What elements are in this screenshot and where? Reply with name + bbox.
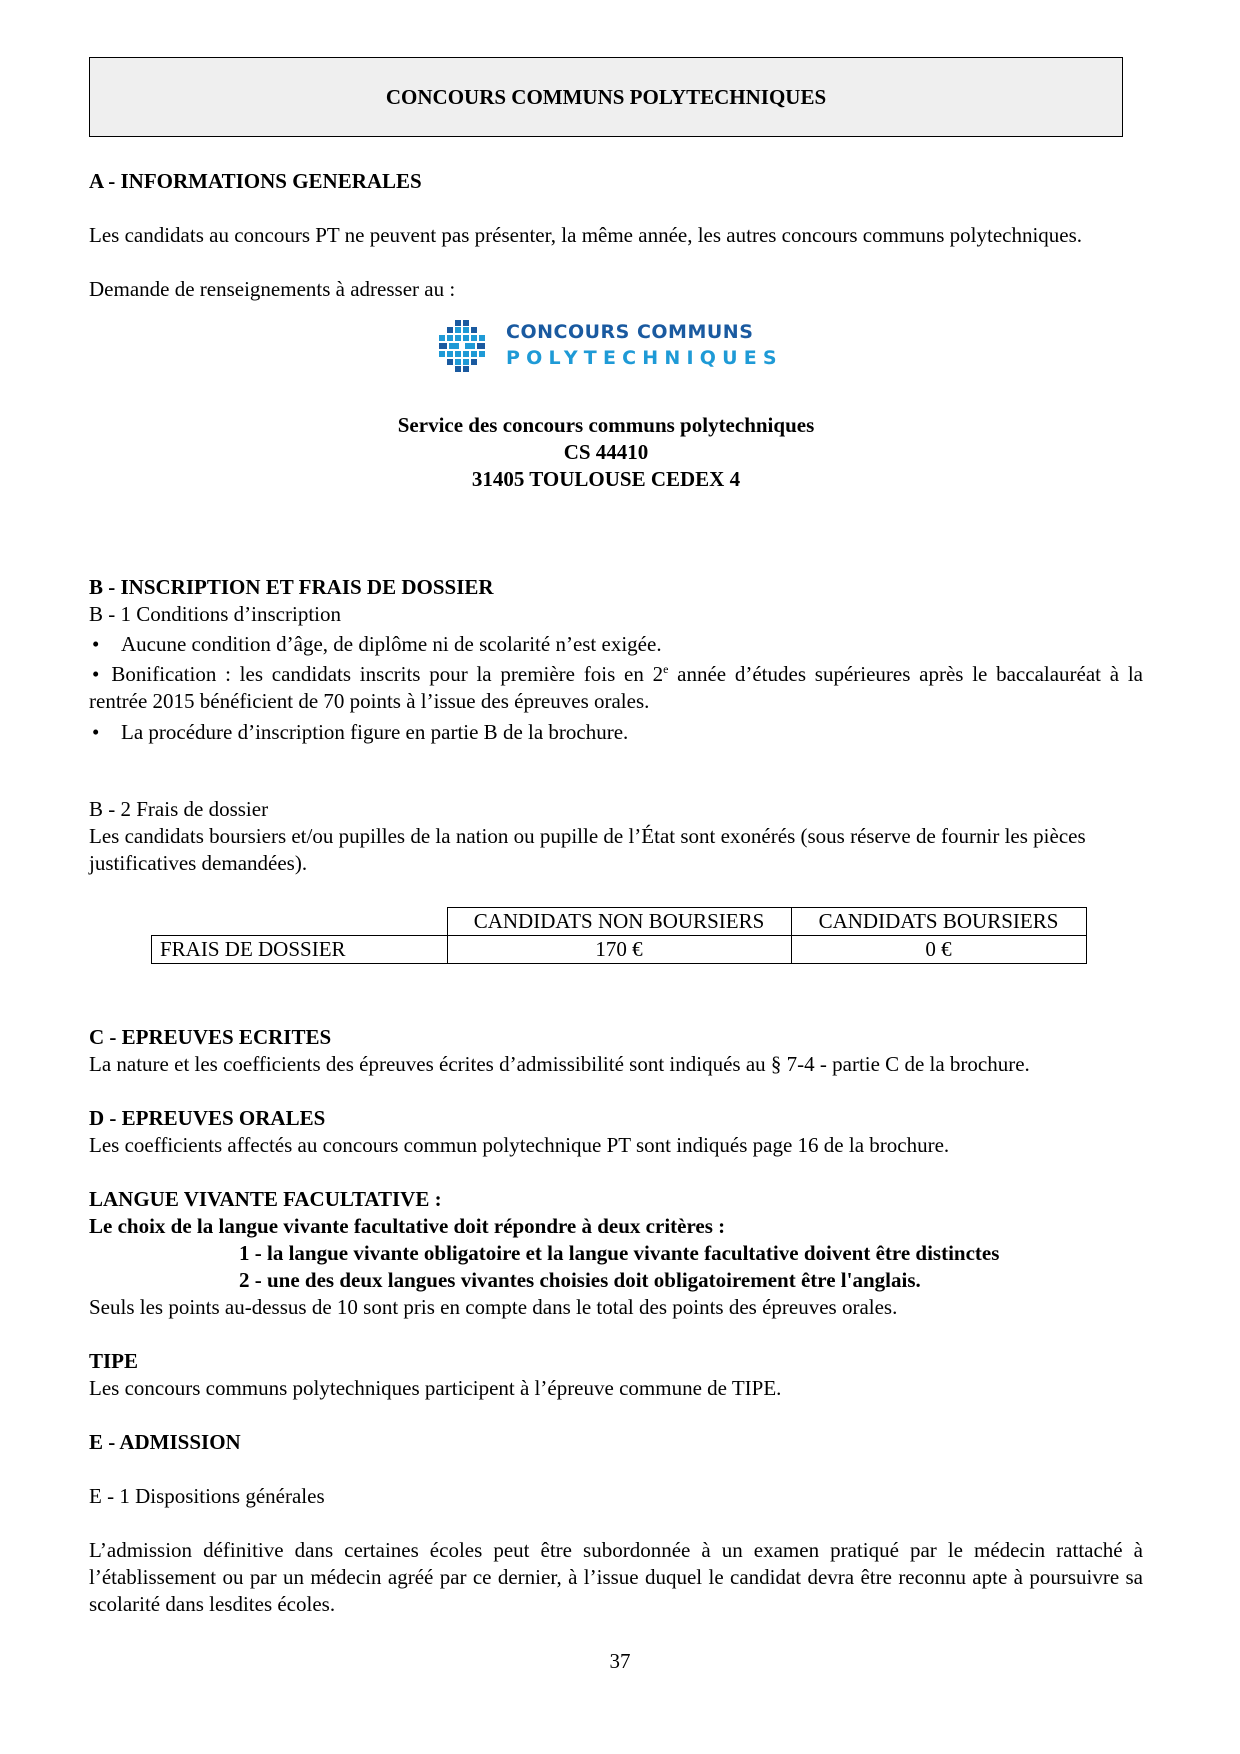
section-e-heading: E - ADMISSION: [89, 1430, 241, 1454]
langue-intro: Le choix de la langue vivante facultative doit répondre à deux critères :: [89, 1214, 726, 1238]
section-b1-subheading: B - 1 Conditions d’inscription: [89, 602, 341, 626]
fees-paragraph: Les candidats boursiers et/ou pupilles de la nation ou pupille de l’État sont exonérés (sous réserve de fournir les pièces justificatives demandées).: [89, 824, 1086, 875]
section-a-paragraph: Les candidats au concours PT ne peuvent pas présenter, la même année, les autres concours communs polytechniques.: [89, 223, 1083, 247]
section-d-text: Les coefficients affectés au concours commun polytechnique PT sont indiqués page 16 de la brochure.: [89, 1133, 950, 1157]
section-a-heading: A - INFORMATIONS GENERALES: [89, 169, 422, 193]
address-line-2: CS 44410: [563, 440, 649, 464]
bullet-icon: •: [92, 632, 100, 656]
bullet-text-end: année d’études supérieures après le baccalauréat à la rentrée 2015 bénéficient de 70 points à l’issue des épreuves orales.: [89, 662, 1143, 713]
globe-grid-icon: [433, 318, 497, 374]
address-line-1: Service des concours communs polytechniques: [397, 413, 815, 437]
address-line-3: 31405 TOULOUSE CEDEX 4: [471, 467, 741, 491]
address-block: [89, 412, 1123, 493]
bullet-text: Aucune condition d’âge, de diplôme ni de scolarité n’est exigée.: [121, 632, 662, 656]
fee-boursiers: 0 €: [791, 936, 1086, 964]
section-b-heading: B - INSCRIPTION ET FRAIS DE DOSSIER: [89, 575, 494, 599]
list-item: [89, 631, 1143, 658]
logo-line-2: POLYTECHNIQUES: [506, 347, 783, 369]
fee-non-boursiers: 170 €: [447, 936, 791, 964]
page-number: 37: [609, 1649, 631, 1673]
section-a-request-text: Demande de renseignements à adresser au :: [89, 277, 456, 301]
section-c-heading: C - EPREUVES ECRITES: [89, 1025, 332, 1049]
section-e1-subheading: E - 1 Dispositions générales: [89, 1484, 325, 1508]
list-item: [89, 719, 1143, 746]
bullet-icon: •: [92, 720, 100, 744]
bullet-text-start: Bonification : les candidats inscrits pour la première fois en 2: [111, 662, 664, 686]
logo-text: [506, 319, 783, 371]
table-header-boursiers: CANDIDATS BOURSIERS: [791, 908, 1086, 936]
langue-criterion-1: 1 - la langue vivante obligatoire et la langue vivante facultative doivent être distinctes: [239, 1241, 1000, 1265]
section-b2-subheading: B - 2 Frais de dossier: [89, 797, 269, 821]
section-c-text: La nature et les coefficients des épreuves écrites d’admissibilité sont indiqués au § 7-4 - partie C de la brochure.: [89, 1052, 1030, 1076]
list-item: [89, 661, 1143, 715]
table-header-non-boursiers: CANDIDATS NON BOURSIERS: [447, 908, 791, 936]
table-corner-cell: [152, 908, 448, 936]
bullet-text: La procédure d’inscription figure en partie B de la brochure.: [121, 720, 629, 744]
table-row: [152, 936, 1087, 964]
table-header-row: [152, 908, 1087, 936]
section-d-heading: D - EPREUVES ORALES: [89, 1106, 326, 1130]
logo-line-1: CONCOURS COMMUNS: [506, 321, 754, 343]
langue-heading: LANGUE VIVANTE FACULTATIVE :: [89, 1187, 442, 1211]
section-e-text: L’admission définitive dans certaines écoles peut être subordonnée à un examen pratiqué par le médecin rattaché à l’établissement ou par un médecin agréé par ce dernier, à l’issue duquel le candidat devra être reconnu apte à poursuivre sa scolarité dans lesdites écoles.: [89, 1538, 1143, 1616]
tipe-heading: TIPE: [89, 1349, 139, 1373]
superscript: e: [663, 662, 669, 676]
langue-criterion-2: 2 - une des deux langues vivantes choisies doit obligatoirement être l'anglais.: [239, 1268, 921, 1292]
langue-note: Seuls les points au-dessus de 10 sont pris en compte dans le total des points des épreuves orales.: [89, 1295, 898, 1319]
table-row-label: FRAIS DE DOSSIER: [152, 936, 448, 964]
page-title: CONCOURS COMMUNS POLYTECHNIQUES: [89, 57, 1123, 137]
ccp-logo: [433, 318, 783, 374]
tipe-text: Les concours communs polytechniques participent à l’épreuve commune de TIPE.: [89, 1376, 782, 1400]
fees-table: [151, 907, 1087, 964]
bullet-icon: •: [92, 662, 100, 686]
